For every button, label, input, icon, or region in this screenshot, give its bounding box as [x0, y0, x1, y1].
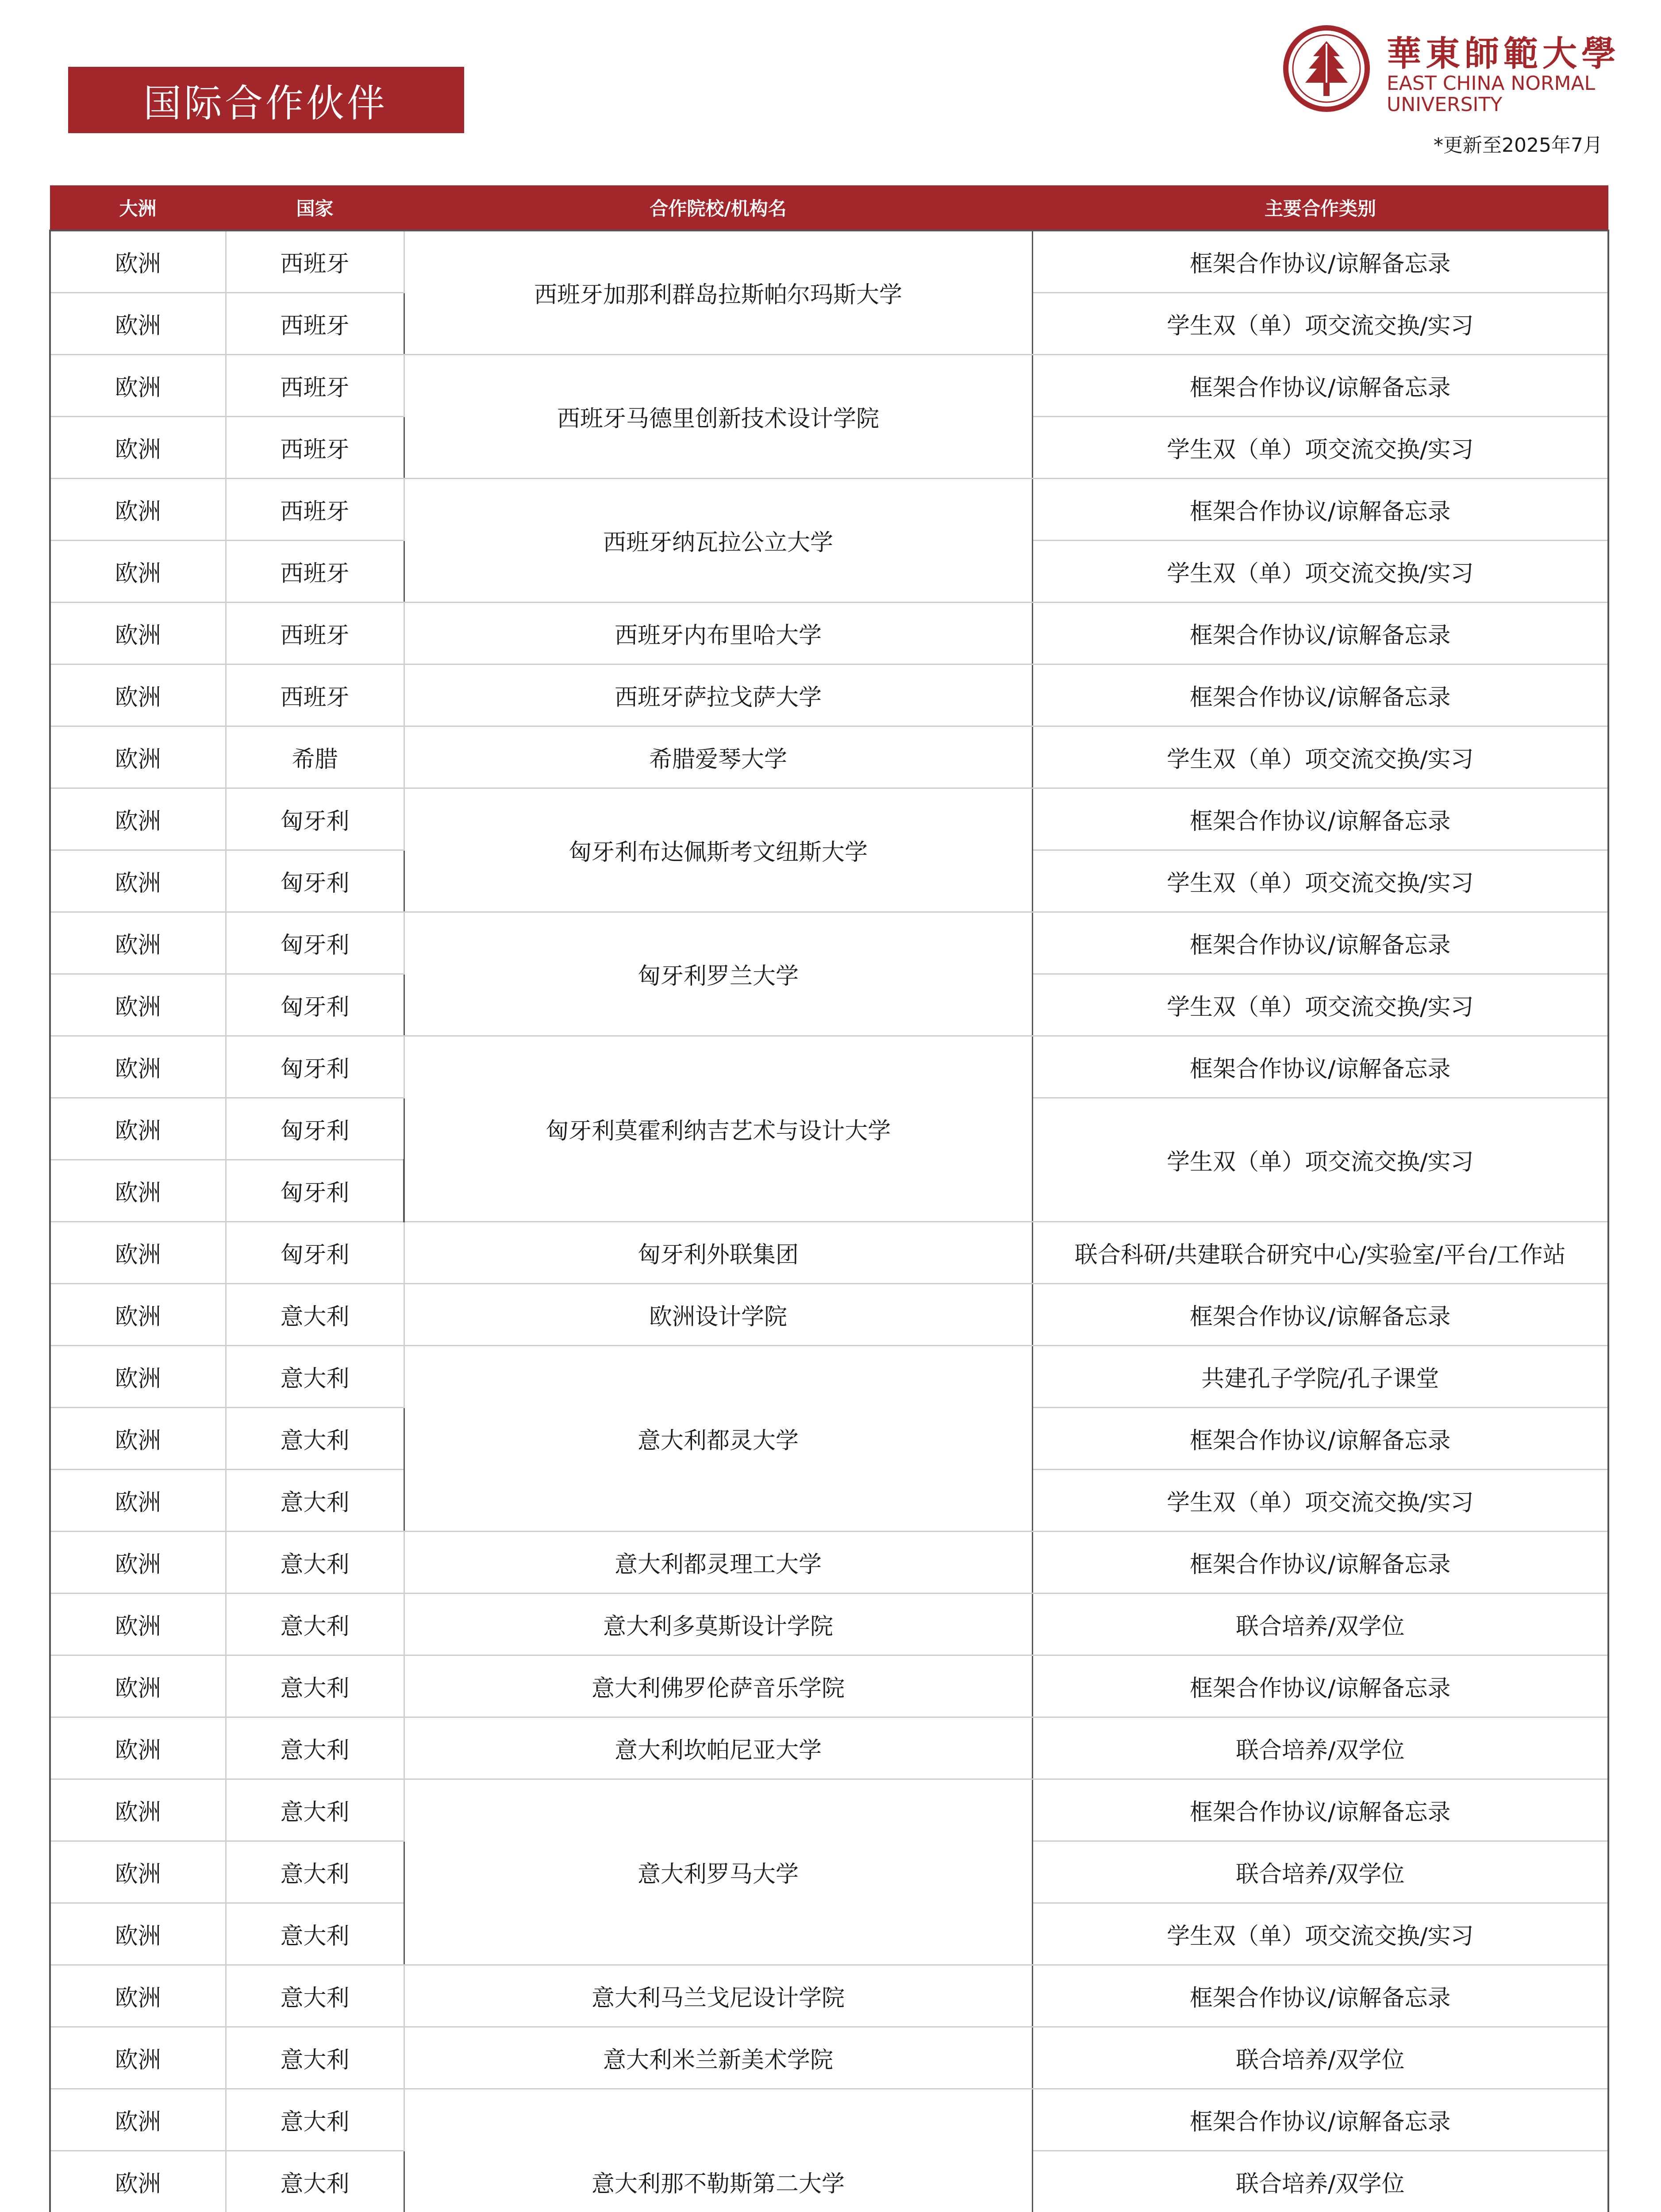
cooperation-type-cell: 联合科研/共建联合研究中心/实验室/平台/工作站	[1032, 1222, 1608, 1284]
continent-cell: 欧洲	[50, 1470, 226, 1532]
country-cell: 意大利	[226, 1346, 404, 1408]
continent-cell: 欧洲	[50, 1160, 226, 1222]
continent-cell: 欧洲	[50, 1779, 226, 1841]
country-cell: 西班牙	[226, 417, 404, 479]
column-header-continent: 大洲	[50, 185, 226, 230]
table-row	[50, 1222, 1608, 1284]
cooperation-type-cell: 框架合作协议/谅解备忘录	[1032, 788, 1608, 850]
continent-cell: 欧洲	[50, 1036, 226, 1098]
university-logo	[1282, 24, 1621, 116]
table-row	[50, 1532, 1608, 1594]
cooperation-type-cell: 学生双（单）项交流交换/实习	[1032, 541, 1608, 603]
cooperation-type-cell: 学生双（单）项交流交换/实习	[1032, 726, 1608, 788]
cooperation-type-cell: 框架合作协议/谅解备忘录	[1032, 230, 1608, 293]
table-row	[50, 2027, 1608, 2089]
institution-cell: 欧洲设计学院	[404, 1284, 1032, 1346]
institution-cell: 意大利都灵理工大学	[404, 1532, 1032, 1594]
cooperation-type-cell: 框架合作协议/谅解备忘录	[1032, 912, 1608, 974]
institution-cell: 匈牙利莫霍利纳吉艺术与设计大学	[404, 1036, 1032, 1222]
institution-cell: 意大利都灵大学	[404, 1346, 1032, 1532]
column-header-institution: 合作院校/机构名	[404, 185, 1032, 230]
country-cell: 意大利	[226, 1655, 404, 1717]
continent-cell: 欧洲	[50, 1284, 226, 1346]
cooperation-type-cell: 联合培养/双学位	[1032, 1594, 1608, 1655]
table-row	[50, 1594, 1608, 1655]
table-row	[50, 230, 1608, 293]
continent-cell: 欧洲	[50, 1532, 226, 1594]
continent-cell: 欧洲	[50, 417, 226, 479]
cooperation-type-cell: 联合培养/双学位	[1032, 2151, 1608, 2212]
table-row	[50, 1717, 1608, 1779]
table-row	[50, 1965, 1608, 2027]
continent-cell: 欧洲	[50, 541, 226, 603]
table-row	[50, 479, 1608, 541]
university-emblem-icon	[1282, 24, 1371, 113]
cooperation-type-cell: 框架合作协议/谅解备忘录	[1032, 664, 1608, 726]
column-header-country: 国家	[226, 185, 404, 230]
country-cell: 意大利	[226, 1841, 404, 1903]
country-cell: 匈牙利	[226, 974, 404, 1036]
cooperation-type-cell: 学生双（单）项交流交换/实习	[1032, 1903, 1608, 1965]
table-row	[50, 1779, 1608, 1841]
country-cell: 意大利	[226, 2027, 404, 2089]
continent-cell: 欧洲	[50, 664, 226, 726]
table-row	[50, 664, 1608, 726]
country-cell: 意大利	[226, 1408, 404, 1470]
continent-cell: 欧洲	[50, 1098, 226, 1160]
table-row	[50, 726, 1608, 788]
institution-cell: 意大利马兰戈尼设计学院	[404, 1965, 1032, 2027]
country-cell: 意大利	[226, 1470, 404, 1532]
logo-chinese-name: 華東師範大學	[1387, 34, 1621, 74]
continent-cell: 欧洲	[50, 1841, 226, 1903]
country-cell: 匈牙利	[226, 912, 404, 974]
continent-cell: 欧洲	[50, 230, 226, 293]
cooperation-type-cell: 学生双（单）项交流交换/实习	[1032, 417, 1608, 479]
continent-cell: 欧洲	[50, 1717, 226, 1779]
institution-cell: 匈牙利布达佩斯考文纽斯大学	[404, 788, 1032, 912]
table-row	[50, 912, 1608, 974]
country-cell: 意大利	[226, 1284, 404, 1346]
continent-cell: 欧洲	[50, 1594, 226, 1655]
country-cell: 西班牙	[226, 355, 404, 417]
cooperation-type-cell: 共建孔子学院/孔子课堂	[1032, 1346, 1608, 1408]
country-cell: 匈牙利	[226, 1036, 404, 1098]
continent-cell: 欧洲	[50, 1655, 226, 1717]
cooperation-type-cell: 联合培养/双学位	[1032, 1717, 1608, 1779]
institution-cell: 意大利罗马大学	[404, 1779, 1032, 1965]
table-row	[50, 603, 1608, 664]
country-cell: 意大利	[226, 1532, 404, 1594]
table-row	[50, 788, 1608, 850]
continent-cell: 欧洲	[50, 788, 226, 850]
cooperation-type-cell: 框架合作协议/谅解备忘录	[1032, 1532, 1608, 1594]
institution-cell: 西班牙纳瓦拉公立大学	[404, 479, 1032, 603]
column-header-cooperation-type: 主要合作类别	[1032, 185, 1608, 230]
cooperation-type-cell: 学生双（单）项交流交换/实习	[1032, 293, 1608, 355]
country-cell: 西班牙	[226, 479, 404, 541]
cooperation-type-cell: 框架合作协议/谅解备忘录	[1032, 1036, 1608, 1098]
continent-cell: 欧洲	[50, 1965, 226, 2027]
continent-cell: 欧洲	[50, 2089, 226, 2151]
continent-cell: 欧洲	[50, 850, 226, 912]
partners-table	[49, 185, 1609, 2212]
cooperation-type-cell: 学生双（单）项交流交换/实习	[1032, 974, 1608, 1036]
cooperation-type-cell: 框架合作协议/谅解备忘录	[1032, 479, 1608, 541]
country-cell: 意大利	[226, 1903, 404, 1965]
table-row	[50, 1346, 1608, 1408]
country-cell: 意大利	[226, 2151, 404, 2212]
institution-cell: 匈牙利外联集团	[404, 1222, 1032, 1284]
country-cell: 匈牙利	[226, 1160, 404, 1222]
title-banner	[68, 67, 464, 133]
institution-cell: 意大利那不勒斯第二大学	[404, 2089, 1032, 2212]
country-cell: 西班牙	[226, 603, 404, 664]
country-cell: 西班牙	[226, 230, 404, 293]
country-cell: 意大利	[226, 2089, 404, 2151]
table-row	[50, 1655, 1608, 1717]
table-row	[50, 1284, 1608, 1346]
continent-cell: 欧洲	[50, 1346, 226, 1408]
country-cell: 匈牙利	[226, 850, 404, 912]
country-cell: 意大利	[226, 1965, 404, 2027]
cooperation-type-cell: 框架合作协议/谅解备忘录	[1032, 355, 1608, 417]
continent-cell: 欧洲	[50, 2027, 226, 2089]
institution-cell: 意大利坎帕尼亚大学	[404, 1717, 1032, 1779]
continent-cell: 欧洲	[50, 479, 226, 541]
table-body	[50, 230, 1608, 2212]
table-row	[50, 2089, 1608, 2151]
country-cell: 西班牙	[226, 541, 404, 603]
logo-english-name-line1: EAST CHINA NORMAL	[1387, 72, 1596, 95]
country-cell: 西班牙	[226, 664, 404, 726]
continent-cell: 欧洲	[50, 355, 226, 417]
country-cell: 匈牙利	[226, 1222, 404, 1284]
continent-cell: 欧洲	[50, 1408, 226, 1470]
institution-cell: 西班牙加那利群岛拉斯帕尔玛斯大学	[404, 230, 1032, 355]
country-cell: 意大利	[226, 1779, 404, 1841]
country-cell: 匈牙利	[226, 1098, 404, 1160]
country-cell: 希腊	[226, 726, 404, 788]
institution-cell: 意大利米兰新美术学院	[404, 2027, 1032, 2089]
table-row	[50, 1036, 1608, 1098]
cooperation-type-cell: 学生双（单）项交流交换/实习	[1032, 1098, 1608, 1222]
cooperation-type-cell: 学生双（单）项交流交换/实习	[1032, 1470, 1608, 1532]
continent-cell: 欧洲	[50, 912, 226, 974]
page-title: 国际合作伙伴	[143, 81, 388, 126]
cooperation-type-cell: 框架合作协议/谅解备忘录	[1032, 603, 1608, 664]
cooperation-type-cell: 联合培养/双学位	[1032, 2027, 1608, 2089]
institution-cell: 西班牙内布里哈大学	[404, 603, 1032, 664]
continent-cell: 欧洲	[50, 726, 226, 788]
update-note: *更新至2025年7月	[1434, 134, 1603, 157]
cooperation-type-cell: 框架合作协议/谅解备忘录	[1032, 1408, 1608, 1470]
cooperation-type-cell: 框架合作协议/谅解备忘录	[1032, 1779, 1608, 1841]
institution-cell: 意大利佛罗伦萨音乐学院	[404, 1655, 1032, 1717]
cooperation-type-cell: 框架合作协议/谅解备忘录	[1032, 1284, 1608, 1346]
continent-cell: 欧洲	[50, 2151, 226, 2212]
institution-cell: 希腊爱琴大学	[404, 726, 1032, 788]
continent-cell: 欧洲	[50, 974, 226, 1036]
institution-cell: 意大利多莫斯设计学院	[404, 1594, 1032, 1655]
country-cell: 西班牙	[226, 293, 404, 355]
continent-cell: 欧洲	[50, 603, 226, 664]
institution-cell: 西班牙萨拉戈萨大学	[404, 664, 1032, 726]
logo-english-name-line2: UNIVERSITY	[1387, 93, 1503, 116]
cooperation-type-cell: 框架合作协议/谅解备忘录	[1032, 1965, 1608, 2027]
cooperation-type-cell: 框架合作协议/谅解备忘录	[1032, 2089, 1608, 2151]
country-cell: 匈牙利	[226, 788, 404, 850]
continent-cell: 欧洲	[50, 1222, 226, 1284]
continent-cell: 欧洲	[50, 293, 226, 355]
country-cell: 意大利	[226, 1594, 404, 1655]
continent-cell: 欧洲	[50, 1903, 226, 1965]
country-cell: 意大利	[226, 1717, 404, 1779]
table-row	[50, 355, 1608, 417]
table-header-row	[50, 185, 1608, 230]
institution-cell: 匈牙利罗兰大学	[404, 912, 1032, 1036]
cooperation-type-cell: 学生双（单）项交流交换/实习	[1032, 850, 1608, 912]
institution-cell: 西班牙马德里创新技术设计学院	[404, 355, 1032, 479]
cooperation-type-cell: 联合培养/双学位	[1032, 1841, 1608, 1903]
cooperation-type-cell: 框架合作协议/谅解备忘录	[1032, 1655, 1608, 1717]
